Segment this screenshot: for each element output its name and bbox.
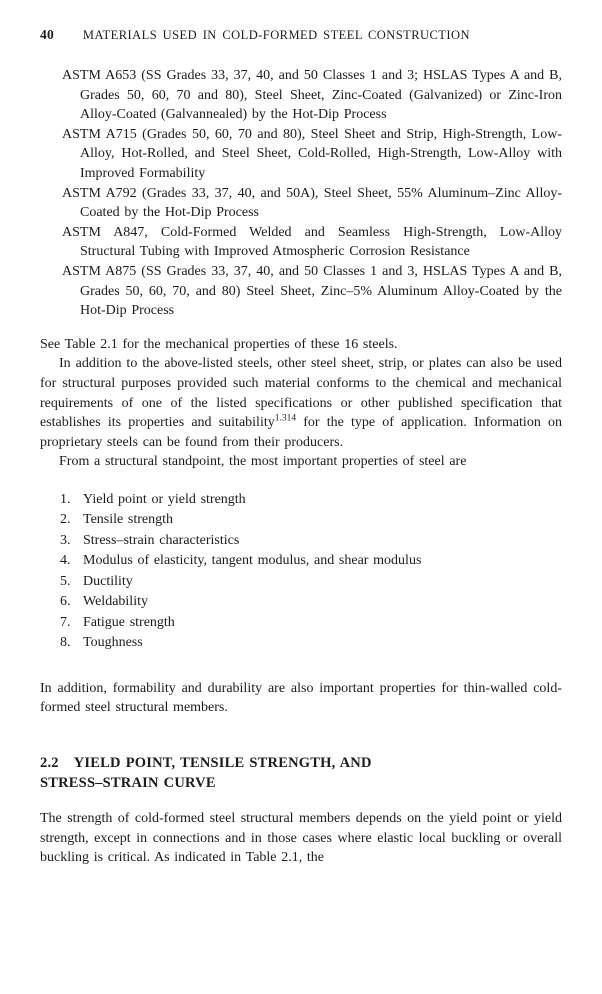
paragraph-other-steels (40, 354, 562, 452)
section-heading-line2: STRESS–STRAIN CURVE (40, 774, 216, 791)
list-item-number: 7. (60, 614, 71, 630)
astm-item-a715: ASTM A715 (Grades 50, 60, 70 and 80), Steel Sheet and Strip, High-Strength, Low-Alloy, Hot-Rolled, and Steel Sheet, Cold-Rolled, High-Strength, Low-Alloy with Improved Formability (62, 126, 562, 181)
list-item-label: Modulus of elasticity, tangent modulus, and shear modulus (83, 553, 422, 569)
list-item-label: Ductility (83, 573, 133, 589)
page-number: 40 (40, 27, 54, 42)
reference-superscript: 1.314 (274, 413, 297, 424)
section-heading-line1 (40, 754, 562, 774)
list-item-label: Yield point or yield strength (83, 491, 246, 507)
list-item-label: Tensile strength (83, 512, 174, 528)
page-header (40, 26, 562, 44)
list-item (40, 531, 562, 552)
list-item-number: 3. (60, 532, 71, 548)
paragraph-see-table: See Table 2.1 for the mechanical properties of these 16 steels. (40, 336, 398, 352)
list-item (40, 592, 562, 613)
list-item (40, 510, 562, 531)
list-item-number: 5. (60, 573, 71, 589)
paragraph-other-steels-text: In addition to the above-listed steels, other steel sheet, strip, or plates can also be used for structural purposes provided such material conforms to the chemical and mechanical requirements of one of the listed specifications or other published specification that establishes its properties and suitability (40, 356, 562, 431)
list-item-label: Stress–strain characteristics (83, 532, 240, 548)
list-item (40, 633, 562, 654)
paragraph-section-body: The strength of cold-formed steel structural members depends on the yield point or yield strength, except in connections and in those cases where elastic local buckling or overall buckling is critical. As indicated in Table 2.1, the (40, 811, 562, 866)
astm-item-a847: ASTM A847, Cold-Formed Welded and Seamless High-Strength, Low-Alloy Structural Tubing with Improved Atmospheric Corrosion Resistance (62, 224, 562, 260)
list-item (40, 572, 562, 593)
astm-item-a653: ASTM A653 (SS Grades 33, 37, 40, and 50 Classes 1 and 3; HSLAS Types A and B, Grades 50, 60, 70 and 80), Steel Sheet, Zinc-Coated (Galvanized) or Zinc-Iron Alloy-Coated (Galvannealed) by the Hot-Dip Process (62, 68, 562, 123)
steel-properties-list (40, 490, 562, 654)
section-heading (40, 754, 562, 793)
list-item-label: Toughness (83, 635, 143, 651)
astm-item-a792: ASTM A792 (Grades 33, 37, 40, and 50A), Steel Sheet, 55% Aluminum–Zinc Alloy-Coated by the Hot-Dip Process (62, 185, 562, 221)
list-item-number: 4. (60, 553, 71, 569)
astm-specification-list (40, 66, 562, 321)
list-item (40, 490, 562, 511)
section-heading-title: YIELD POINT, TENSILE STRENGTH, AND (73, 755, 372, 772)
list-item-number: 8. (60, 635, 71, 651)
paragraph-other-steels-continuation: for the type of application. Information on proprietary steels can be found from their producers. (40, 415, 562, 450)
astm-item-a875: ASTM A875 (SS Grades 33, 37, 40, and 50 Classes 1 and 3, HSLAS Types A and B, Grades 50, 60, 70, and 80) Steel Sheet, Zinc–5% Aluminum Alloy-Coated by the Hot-Dip Process (62, 263, 562, 319)
running-title: MATERIALS USED IN COLD-FORMED STEEL CONSTRUCTION (82, 28, 470, 42)
list-item (40, 613, 562, 634)
paragraph-structural-standpoint: From a structural standpoint, the most important properties of steel are (59, 454, 467, 470)
list-item-number: 2. (60, 512, 71, 528)
paragraph-formability: In addition, formability and durability are also important properties for thin-walled cold-formed steel structural members. (40, 680, 562, 716)
list-item-label: Fatigue strength (83, 614, 175, 630)
section-number: 2.2 (40, 755, 59, 772)
list-item-number: 1. (60, 491, 71, 507)
list-item-number: 6. (60, 594, 71, 610)
list-item (40, 551, 562, 572)
list-item-label: Weldability (83, 594, 148, 610)
